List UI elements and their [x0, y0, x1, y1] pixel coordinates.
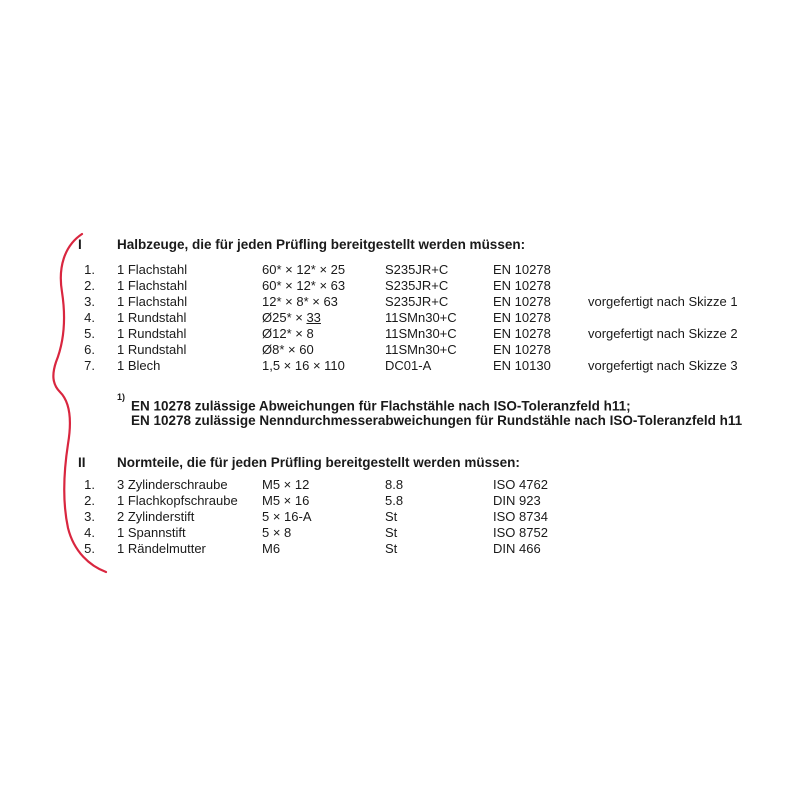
row-item: 1 Rundstahl — [117, 342, 187, 357]
row-number: 6. — [84, 342, 95, 357]
row-material: 11SMn30+C — [385, 310, 457, 325]
row-material: 8.8 — [385, 477, 404, 492]
row-number: 1. — [84, 262, 95, 277]
table-row — [0, 262, 800, 278]
row-note: vorgefertigt nach Skizze 2 — [588, 326, 738, 341]
row-item: 1 Blech — [117, 358, 161, 373]
row-dimension-prefix: Ø25* × — [262, 310, 307, 325]
row-dimension: 1,5 × 16 × 110 — [262, 358, 345, 373]
row-item: 1 Flachstahl — [117, 278, 188, 293]
row-material: 11SMn30+C — [385, 342, 457, 357]
footnote-line-2: EN 10278 zulässige Nenndurchmesserabweichungen für Rundstähle nach ISO-Toleranzfeld h11 — [131, 413, 743, 428]
row-item: 3 Zylinderschraube — [117, 477, 228, 492]
row-item: 1 Rändelmutter — [117, 541, 206, 556]
row-number: 2. — [84, 493, 95, 508]
table-row — [0, 342, 800, 358]
row-norm: DIN 923 — [493, 493, 541, 508]
row-number: 5. — [84, 541, 95, 556]
table-row — [0, 278, 800, 294]
row-material: 5.8 — [385, 493, 404, 508]
row-norm: EN 10278 — [493, 262, 551, 277]
row-item: 1 Flachstahl — [117, 262, 188, 277]
table-row — [0, 310, 800, 326]
row-dimension: M5 × 16 — [262, 493, 310, 508]
row-number: 5. — [84, 326, 95, 341]
row-norm: EN 10278 — [493, 310, 551, 325]
section-1-number: I — [78, 237, 82, 252]
table-row — [0, 525, 800, 541]
row-dimension: 5 × 16-A — [262, 509, 312, 524]
row-norm: EN 10278 — [493, 326, 551, 341]
row-norm: DIN 466 — [493, 541, 541, 556]
row-material: S235JR+C — [385, 278, 449, 293]
row-item: 1 Spannstift — [117, 525, 186, 540]
table-row — [0, 294, 800, 310]
row-norm: ISO 4762 — [493, 477, 548, 492]
row-material: S235JR+C — [385, 294, 449, 309]
footnote-line-1 — [117, 392, 631, 414]
row-material: DC01-A — [385, 358, 432, 373]
row-dimension: 60* × 12* × 25 — [262, 262, 346, 277]
row-note: vorgefertigt nach Skizze 3 — [588, 358, 738, 373]
row-material: S235JR+C — [385, 262, 449, 277]
row-material: 11SMn30+C — [385, 326, 457, 341]
row-norm: ISO 8734 — [493, 509, 548, 524]
section-2-number: II — [78, 455, 86, 470]
row-dimension: 5 × 8 — [262, 525, 292, 540]
row-item: 1 Flachkopfschraube — [117, 493, 238, 508]
row-dimension: M6 — [262, 541, 281, 556]
footnote-text-1: EN 10278 zulässige Abweichungen für Flachstähle nach ISO-Toleranzfeld h11; — [131, 398, 631, 414]
table-row — [0, 326, 800, 342]
row-number: 1. — [84, 477, 95, 492]
row-material: St — [385, 509, 398, 524]
table-row — [0, 509, 800, 525]
row-number: 2. — [84, 278, 95, 293]
row-item: 1 Flachstahl — [117, 294, 188, 309]
table-row — [0, 358, 800, 374]
row-number: 3. — [84, 294, 95, 309]
row-dimension: M5 × 12 — [262, 477, 310, 492]
row-norm: EN 10278 — [493, 278, 551, 293]
row-dimension: 12* × 8* × 63 — [262, 294, 338, 309]
row-material: St — [385, 541, 398, 556]
section-2-title: Normteile, die für jeden Prüfling bereitgestellt werden müssen: — [117, 455, 520, 470]
table-row — [0, 541, 800, 557]
row-number: 4. — [84, 525, 95, 540]
row-norm: EN 10130 — [493, 358, 551, 373]
row-material: St — [385, 525, 398, 540]
row-dimension: 60* × 12* × 63 — [262, 278, 346, 293]
footnote-marker: 1) — [117, 392, 126, 402]
row-dimension-underlined: 33 — [306, 310, 321, 325]
row-dimension: Ø12* × 8 — [262, 326, 314, 341]
row-item: 1 Rundstahl — [117, 326, 187, 341]
row-dimension: Ø8* × 60 — [262, 342, 314, 357]
row-number: 7. — [84, 358, 95, 373]
row-number: 4. — [84, 310, 95, 325]
row-number: 3. — [84, 509, 95, 524]
section-1-title: Halbzeuge, die für jeden Prüfling bereitgestellt werden müssen: — [117, 237, 526, 252]
row-item: 1 Rundstahl — [117, 310, 187, 325]
row-norm: EN 10278 — [493, 342, 551, 357]
table-row — [0, 477, 800, 493]
row-norm: EN 10278 — [493, 294, 551, 309]
row-norm: ISO 8752 — [493, 525, 548, 540]
table-row — [0, 493, 800, 509]
row-note: vorgefertigt nach Skizze 1 — [588, 294, 738, 309]
row-item: 2 Zylinderstift — [117, 509, 195, 524]
row-dimension — [262, 310, 321, 325]
